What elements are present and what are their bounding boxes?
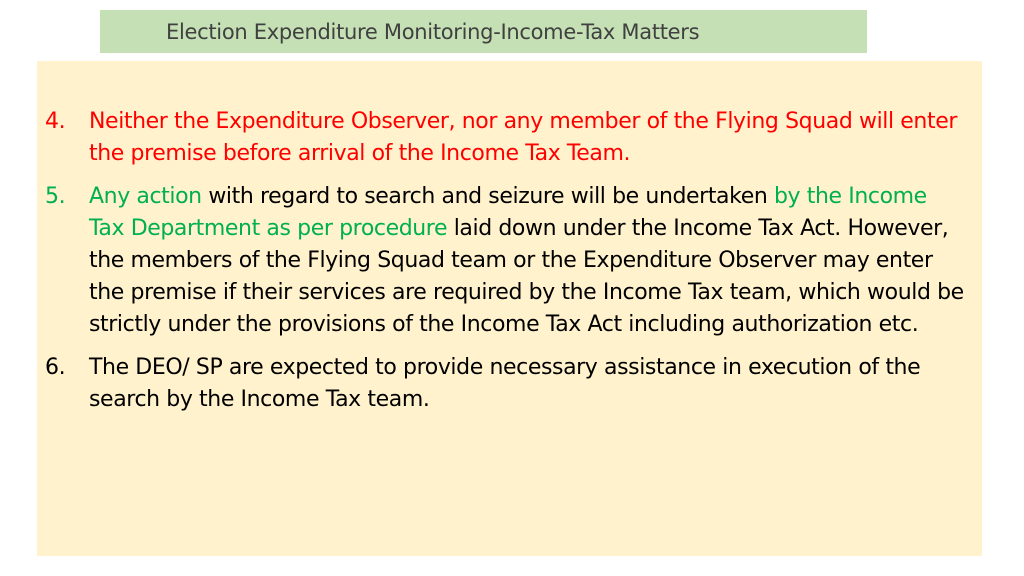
- item-number: 4.: [45, 109, 66, 134]
- text-segment: Any action: [89, 184, 202, 209]
- list-item: [45, 106, 965, 170]
- slide-title: Election Expenditure Monitoring-Income-Tax Matters: [166, 19, 700, 44]
- text-segment: Neither the Expenditure Observer, nor any member of the Flying Squad will enter the premise before arrival of the Income Tax Team.: [89, 109, 957, 166]
- list-item: [45, 181, 965, 341]
- numbered-list: [45, 106, 965, 427]
- list-item: [45, 352, 965, 416]
- item-text: [89, 106, 965, 170]
- item-text: [89, 352, 965, 416]
- text-segment: The DEO/ SP are expected to provide necessary assistance in execution of the search by the Income Tax team.: [89, 355, 921, 412]
- text-segment: by the Income Tax Department as per procedure: [89, 184, 927, 241]
- item-number: 5.: [45, 184, 66, 209]
- content-box: [37, 61, 982, 556]
- text-segment: laid down under the Income Tax Act. However, the members of the Flying Squad team or the Expenditure Observer may enter the premise if their services are required by the Income Tax team, which would be strictly under the provisions of the Income Tax Act including authorization etc.: [89, 216, 964, 337]
- title-bar: [100, 10, 867, 53]
- item-text: [89, 181, 965, 341]
- text-segment: with regard to search and seizure will be undertaken: [201, 184, 774, 209]
- item-number: 6.: [45, 355, 66, 380]
